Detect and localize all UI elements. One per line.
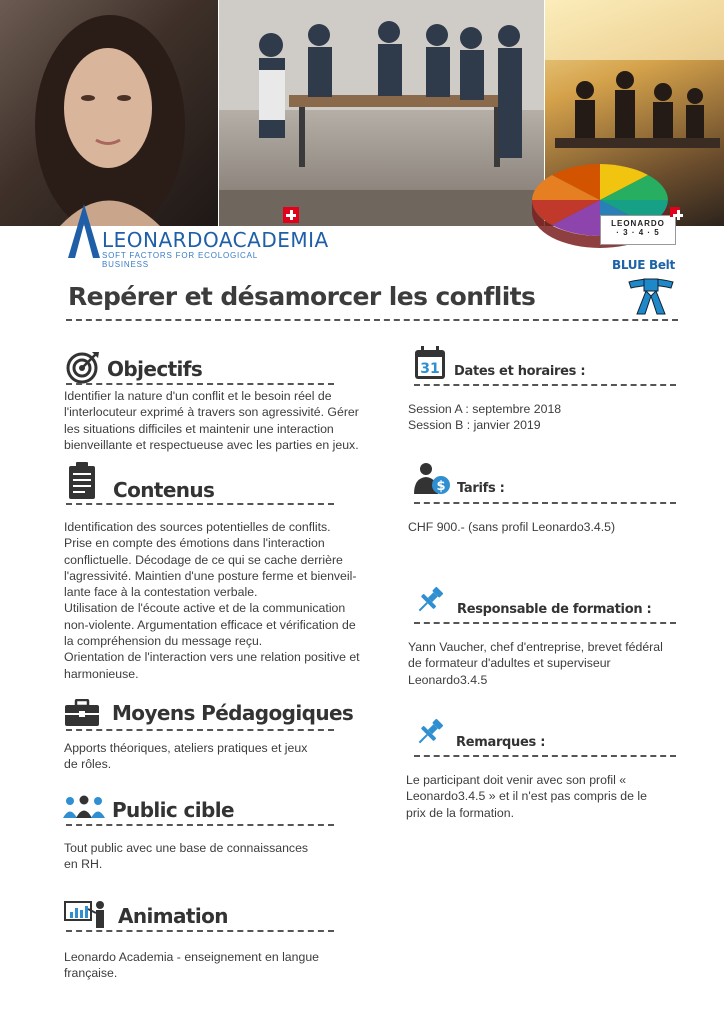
calendar-day: 31 — [420, 361, 440, 377]
remarques-text — [406, 772, 706, 821]
responsable-text — [408, 639, 708, 688]
page-title: Repérer et désamorcer les conflits — [68, 282, 536, 311]
text-line: Leonardo3.4.5 — [408, 672, 488, 687]
public-divider — [66, 824, 334, 826]
remarques-divider — [414, 755, 676, 757]
swiss-flag-small-icon — [670, 207, 680, 217]
dates-text — [408, 401, 708, 434]
text-line: bienveillante et respectueuse avec les parties en jeux. — [64, 437, 359, 452]
animation-text — [64, 949, 374, 982]
remarques-title: Remarques : — [456, 735, 546, 750]
presentation-icon — [64, 899, 108, 929]
clipboard-icon — [68, 462, 96, 500]
header-photo-woman — [0, 0, 218, 226]
public-text — [64, 840, 374, 873]
text-line: Apports théoriques, ateliers pratiques et jeux — [64, 741, 308, 755]
tarifs-title: Tarifs : — [457, 481, 505, 496]
tarifs-divider — [414, 502, 676, 504]
pushpin-icon — [414, 584, 446, 616]
moyens-text — [64, 740, 374, 773]
responsable-title: Responsable de formation : — [457, 602, 652, 617]
dates-title: Dates et horaires : — [454, 364, 586, 379]
text-line: Prise en compte des émotions dans l'interaction — [64, 536, 325, 551]
text-line: de rôles. — [64, 757, 112, 772]
text-line: Utilisation de l'écoute active et de la communication — [64, 601, 346, 616]
text-line: Leonardo Academia - enseignement en langue — [64, 950, 320, 964]
contenus-text — [64, 519, 374, 682]
objectifs-divider — [66, 383, 334, 385]
text-line: Orientation de l'interaction vers une relation positive et — [64, 650, 360, 665]
text-line: de formateur d'adultes et superviseur — [408, 656, 611, 671]
text-line: Session A : septembre 2018 — [408, 402, 562, 416]
public-title: Public cible — [112, 798, 234, 822]
moyens-divider — [66, 729, 334, 731]
leonardo-345-name: LEONARDO — [611, 219, 665, 228]
logo-name: LEONARDOACADEMIA — [102, 228, 329, 252]
belt-level-label: BLUE Belt — [612, 258, 675, 272]
responsable-divider — [414, 622, 676, 624]
target-icon — [66, 350, 100, 384]
moyens-title: Moyens Pédagogiques — [112, 701, 354, 725]
briefcase-icon — [64, 699, 100, 727]
text-line: Identifier la nature d'un conflit et le besoin réel de — [64, 389, 332, 403]
leonardo-345-version: · 3 · 4 · 5 — [616, 228, 660, 237]
text-line: l'interlocuteur exprimé à travers son agressivité. Gérer — [64, 405, 359, 420]
leonardo-academia-logo — [64, 202, 329, 269]
svg-text:$: $ — [436, 479, 446, 494]
text-line: conflictuelle. Décodage de ce qui se cache derrière — [64, 552, 343, 567]
text-line: Tout public avec une base de connaissances — [64, 841, 309, 855]
objectifs-text — [64, 388, 374, 453]
text-line: Identification des sources potentielles de conflits. — [64, 520, 331, 534]
text-line: l'agressivité. Maintien d'une posture ferme et bienveil- — [64, 568, 357, 583]
header-photo-team — [219, 0, 544, 226]
contenus-divider — [66, 503, 334, 505]
people-group-icon — [62, 795, 106, 819]
dates-divider — [414, 384, 676, 386]
text-line: non-violente. Argumentation efficace et vérification de — [64, 617, 356, 632]
text-line: les situations difficiles et maintenir une interaction — [64, 421, 334, 436]
blue-belt-icon — [627, 276, 675, 316]
text-line: harmonieuse. — [64, 666, 139, 681]
animation-divider — [66, 930, 334, 932]
text-line: Le participant doit venir avec son profil « — [406, 773, 627, 787]
text-line: Yann Vaucher, chef d'entreprise, brevet fédéral — [408, 640, 663, 654]
title-divider — [66, 319, 678, 321]
businessman-money-icon — [412, 462, 452, 494]
pushpin-icon — [414, 716, 446, 748]
text-line: Session B : janvier 2019 — [408, 418, 541, 433]
text-line: prix de la formation. — [406, 805, 514, 820]
text-line: la compréhension du message reçu. — [64, 634, 263, 649]
text-line: lante face à la contestation verbale. — [64, 585, 258, 600]
text-line: CHF 900.- (sans profil Leonardo3.4.5) — [408, 520, 616, 534]
text-line: française. — [64, 966, 118, 981]
tarifs-text — [408, 519, 708, 535]
logo-tagline: SOFT FACTORS FOR ECOLOGICAL BUSINESS — [102, 251, 258, 269]
contenus-title: Contenus — [113, 478, 215, 502]
text-line: Leonardo3.4.5 » et il n'est pas compris de le — [406, 789, 647, 804]
objectifs-title: Objectifs — [107, 357, 203, 381]
academia-a-icon — [66, 202, 102, 262]
text-line: en RH. — [64, 857, 103, 872]
animation-title: Animation — [118, 904, 228, 928]
calendar-icon — [414, 346, 446, 380]
leonardo-345-logo — [600, 215, 676, 245]
